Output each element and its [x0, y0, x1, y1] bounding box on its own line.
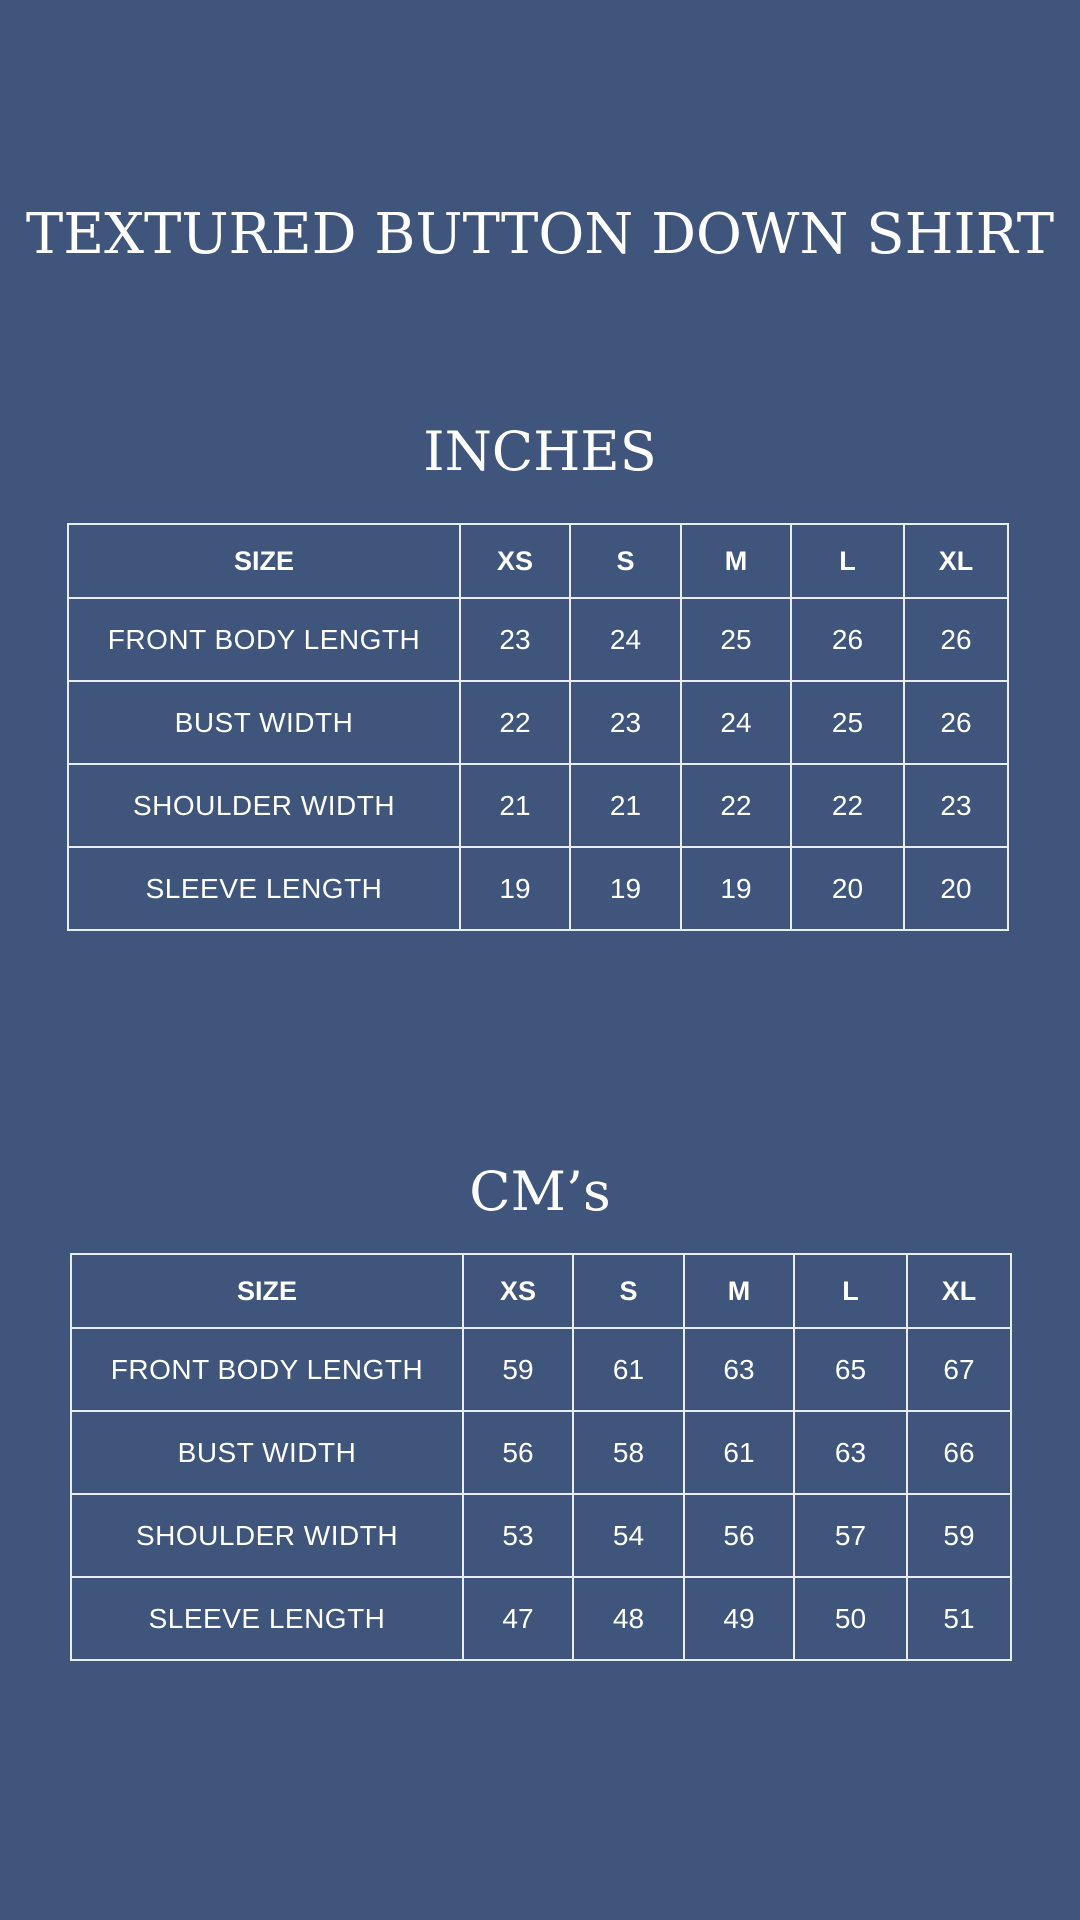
- cell-value: 23: [570, 681, 681, 764]
- cell-value: 26: [791, 598, 904, 681]
- cms-size-table: [70, 1253, 1012, 1661]
- cell-value: 59: [463, 1328, 573, 1411]
- cell-value: 26: [904, 598, 1008, 681]
- cell-value: 21: [570, 764, 681, 847]
- cell-value: 22: [681, 764, 791, 847]
- cell-value: 67: [907, 1328, 1011, 1411]
- cell-value: 57: [794, 1494, 907, 1577]
- cell-value: 22: [791, 764, 904, 847]
- cell-value: 25: [791, 681, 904, 764]
- row-label: SHOULDER WIDTH: [71, 1494, 463, 1577]
- cell-value: 54: [573, 1494, 684, 1577]
- cell-value: 24: [570, 598, 681, 681]
- cell-value: 61: [684, 1411, 794, 1494]
- cell-value: 48: [573, 1577, 684, 1660]
- row-label: SLEEVE LENGTH: [68, 847, 460, 930]
- cell-value: 56: [684, 1494, 794, 1577]
- cell-value: 56: [463, 1411, 573, 1494]
- row-label: BUST WIDTH: [71, 1411, 463, 1494]
- cell-value: 20: [904, 847, 1008, 930]
- header-xs: XS: [463, 1254, 573, 1328]
- row-label: FRONT BODY LENGTH: [71, 1328, 463, 1411]
- header-m: M: [684, 1254, 794, 1328]
- header-size: SIZE: [68, 524, 460, 598]
- table-row: [71, 1494, 1011, 1577]
- table-row: [71, 1328, 1011, 1411]
- cell-value: 22: [460, 681, 570, 764]
- cell-value: 26: [904, 681, 1008, 764]
- table-row: [68, 681, 1008, 764]
- header-xs: XS: [460, 524, 570, 598]
- cell-value: 23: [460, 598, 570, 681]
- cell-value: 47: [463, 1577, 573, 1660]
- inches-size-table: [67, 523, 1009, 931]
- cell-value: 50: [794, 1577, 907, 1660]
- cell-value: 58: [573, 1411, 684, 1494]
- table-header-row: [68, 524, 1008, 598]
- table-row: [68, 764, 1008, 847]
- table-row: [68, 598, 1008, 681]
- cell-value: 53: [463, 1494, 573, 1577]
- cell-value: 49: [684, 1577, 794, 1660]
- cell-value: 65: [794, 1328, 907, 1411]
- cell-value: 19: [681, 847, 791, 930]
- row-label: SHOULDER WIDTH: [68, 764, 460, 847]
- cell-value: 23: [904, 764, 1008, 847]
- cell-value: 66: [907, 1411, 1011, 1494]
- header-xl: XL: [907, 1254, 1011, 1328]
- header-size: SIZE: [71, 1254, 463, 1328]
- cell-value: 25: [681, 598, 791, 681]
- cell-value: 20: [791, 847, 904, 930]
- table-row: [68, 847, 1008, 930]
- cms-section-title: CM’s: [469, 1160, 611, 1223]
- inches-section-title: INCHES: [423, 420, 657, 483]
- cell-value: 59: [907, 1494, 1011, 1577]
- header-l: L: [794, 1254, 907, 1328]
- table-row: [71, 1577, 1011, 1660]
- header-l: L: [791, 524, 904, 598]
- cell-value: 61: [573, 1328, 684, 1411]
- header-s: S: [570, 524, 681, 598]
- row-label: SLEEVE LENGTH: [71, 1577, 463, 1660]
- row-label: FRONT BODY LENGTH: [68, 598, 460, 681]
- cell-value: 63: [794, 1411, 907, 1494]
- cell-value: 63: [684, 1328, 794, 1411]
- row-label: BUST WIDTH: [68, 681, 460, 764]
- table-header-row: [71, 1254, 1011, 1328]
- header-m: M: [681, 524, 791, 598]
- cell-value: 51: [907, 1577, 1011, 1660]
- page-title: TEXTURED BUTTON DOWN SHIRT: [25, 202, 1055, 267]
- cell-value: 21: [460, 764, 570, 847]
- header-xl: XL: [904, 524, 1008, 598]
- table-row: [71, 1411, 1011, 1494]
- cell-value: 19: [570, 847, 681, 930]
- cell-value: 19: [460, 847, 570, 930]
- header-s: S: [573, 1254, 684, 1328]
- cell-value: 24: [681, 681, 791, 764]
